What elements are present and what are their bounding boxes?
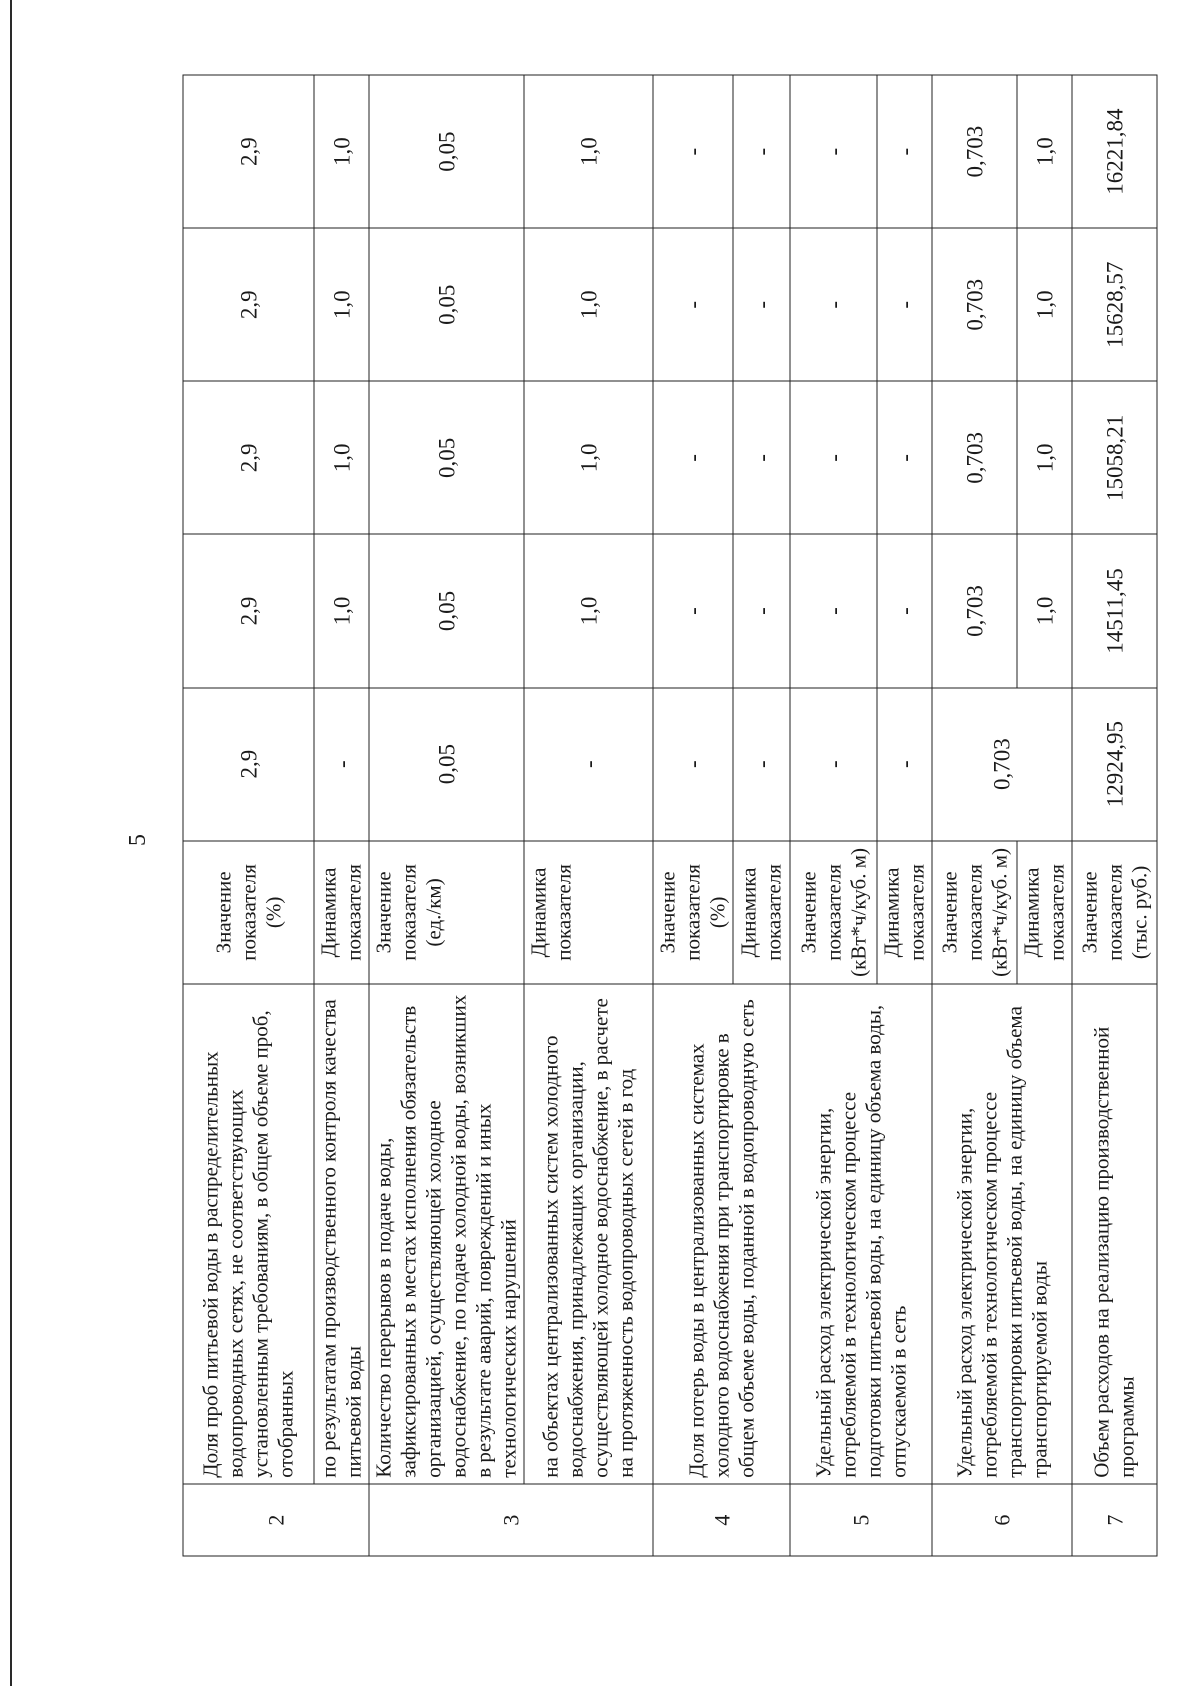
table-row: [790, 75, 877, 1556]
indicator-dynamics-label: Динамика показателя: [314, 840, 369, 984]
value-cell: 0,703: [932, 75, 1017, 228]
dynamics-cell: -: [524, 687, 653, 840]
row-number: 6: [932, 1484, 1072, 1556]
value-cell: 0,05: [369, 381, 524, 534]
table-row: [183, 75, 314, 1556]
value-cell: 2,9: [183, 687, 314, 840]
indicator-description-continued: по результатам производственного контроля качества питьевой воды: [314, 984, 369, 1484]
value-cell: -: [790, 75, 877, 228]
row-number: 2: [183, 1484, 369, 1556]
value-cell: 0,703: [932, 381, 1017, 534]
dynamics-cell: 1,0: [314, 534, 369, 687]
table-row: [1072, 75, 1157, 1556]
scan-edge-line: [10, 0, 12, 1686]
indicator-description-continued: на объектах централизованных систем холодного водоснабжения, принадлежащих организации, осуществляющей холодное водоснабжение, в расчете на протяженность водопроводных сетей в год: [524, 984, 653, 1484]
dynamics-cell: 1,0: [314, 381, 369, 534]
value-cell: -: [653, 687, 733, 840]
value-cell: 2,9: [183, 75, 314, 228]
row-number: 5: [790, 1484, 932, 1556]
dynamics-cell: -: [314, 687, 369, 840]
value-cell: 0,05: [369, 228, 524, 381]
indicator-unit: Значение показателя (тыс. руб.): [1072, 840, 1157, 984]
value-cell: 0,703: [932, 534, 1017, 687]
indicators-table: [182, 74, 1157, 1556]
indicator-unit: Значение показателя (кВт*ч/куб. м): [932, 840, 1017, 984]
dynamics-cell: -: [733, 381, 790, 534]
dynamics-cell: -: [733, 228, 790, 381]
page-number: 5: [125, 834, 151, 846]
value-cell: -: [653, 381, 733, 534]
indicator-dynamics-label: Динамика показателя: [877, 840, 932, 984]
dynamics-cell: -: [877, 228, 932, 381]
dynamics-cell: -: [877, 687, 932, 840]
table-row: [932, 75, 1017, 1556]
value-cell: -: [790, 228, 877, 381]
dynamics-cell: -: [733, 75, 790, 228]
indicator-description: Удельный расход электрической энергии, потребляемой в технологическом процессе транспортировки питьевой воды, на единицу объема транспортируемой воды: [932, 984, 1072, 1484]
indicator-unit: Значение показателя (%): [183, 840, 314, 984]
dynamics-cell: 1,0: [524, 534, 653, 687]
value-cell: 0,05: [369, 687, 524, 840]
dynamics-cell: -: [733, 534, 790, 687]
dynamics-cell: 1,0: [314, 228, 369, 381]
indicator-dynamics-label: Динамика показателя: [733, 840, 790, 984]
value-cell: -: [790, 534, 877, 687]
dynamics-cell: -: [877, 381, 932, 534]
dynamics-cell: 1,0: [1017, 75, 1072, 228]
indicator-unit: Значение показателя (кВт*ч/куб. м): [790, 840, 877, 984]
value-cell: 16221,84: [1072, 75, 1157, 228]
value-cell: -: [790, 381, 877, 534]
row-number: 3: [369, 1484, 653, 1556]
value-cell: 14511,45: [1072, 534, 1157, 687]
value-cell: -: [790, 687, 877, 840]
dynamics-cell: -: [877, 534, 932, 687]
indicator-dynamics-label: Динамика показателя: [1017, 840, 1072, 984]
value-cell: 2,9: [183, 381, 314, 534]
dynamics-cell: 1,0: [524, 228, 653, 381]
value-cell: 2,9: [183, 228, 314, 381]
value-cell: 15058,21: [1072, 381, 1157, 534]
table-row: [524, 75, 653, 1556]
value-cell: 0,703: [932, 228, 1017, 381]
dynamics-cell: -: [877, 75, 932, 228]
indicator-description: Удельный расход электрической энергии, потребляемой в технологическом процессе подготовки питьевой воды, на единицу объема воды, отпускаемой в сеть: [790, 984, 932, 1484]
indicator-unit: Значение показателя (ед./км): [369, 840, 524, 984]
indicator-description: Доля проб питьевой воды в распределительных водопроводных сетях, не соответствующих установленным требованиям, в общем объеме проб, отобранных: [183, 984, 314, 1484]
value-cell: 15628,57: [1072, 228, 1157, 381]
value-cell: -: [653, 534, 733, 687]
dynamics-cell: 1,0: [524, 75, 653, 228]
value-cell: 2,9: [183, 534, 314, 687]
value-cell: 0,703: [932, 687, 1072, 840]
dynamics-cell: 1,0: [1017, 228, 1072, 381]
indicator-dynamics-label: Динамика показателя: [524, 840, 653, 984]
dynamics-cell: 1,0: [1017, 534, 1072, 687]
value-cell: -: [653, 228, 733, 381]
dynamics-cell: 1,0: [524, 381, 653, 534]
rotated-page-content: [182, 74, 1151, 1556]
table-row: [369, 75, 524, 1556]
row-number: 4: [653, 1484, 790, 1556]
dynamics-cell: -: [733, 687, 790, 840]
indicator-description: Доля потерь воды в централизованных системах холодного водоснабжения при транспортировке в общем объеме воды, поданной в водопроводную сеть: [653, 984, 790, 1484]
value-cell: 0,05: [369, 75, 524, 228]
indicator-description: Объем расходов на реализацию производственной программы: [1072, 984, 1157, 1484]
row-number: 7: [1072, 1484, 1157, 1556]
table-row: [314, 75, 369, 1556]
indicator-unit: Значение показателя (%): [653, 840, 733, 984]
table-row: [653, 75, 733, 1556]
value-cell: 12924,95: [1072, 687, 1157, 840]
indicator-description: Количество перерывов в подаче воды, зафиксированных в местах исполнения обязательств организацией, осуществляющей холодное водоснабжение, по подаче холодной воды, возникших в результате аварий, повреждений и иных технологических нарушений: [369, 984, 524, 1484]
value-cell: -: [653, 75, 733, 228]
value-cell: 0,05: [369, 534, 524, 687]
dynamics-cell: 1,0: [1017, 381, 1072, 534]
dynamics-cell: 1,0: [314, 75, 369, 228]
